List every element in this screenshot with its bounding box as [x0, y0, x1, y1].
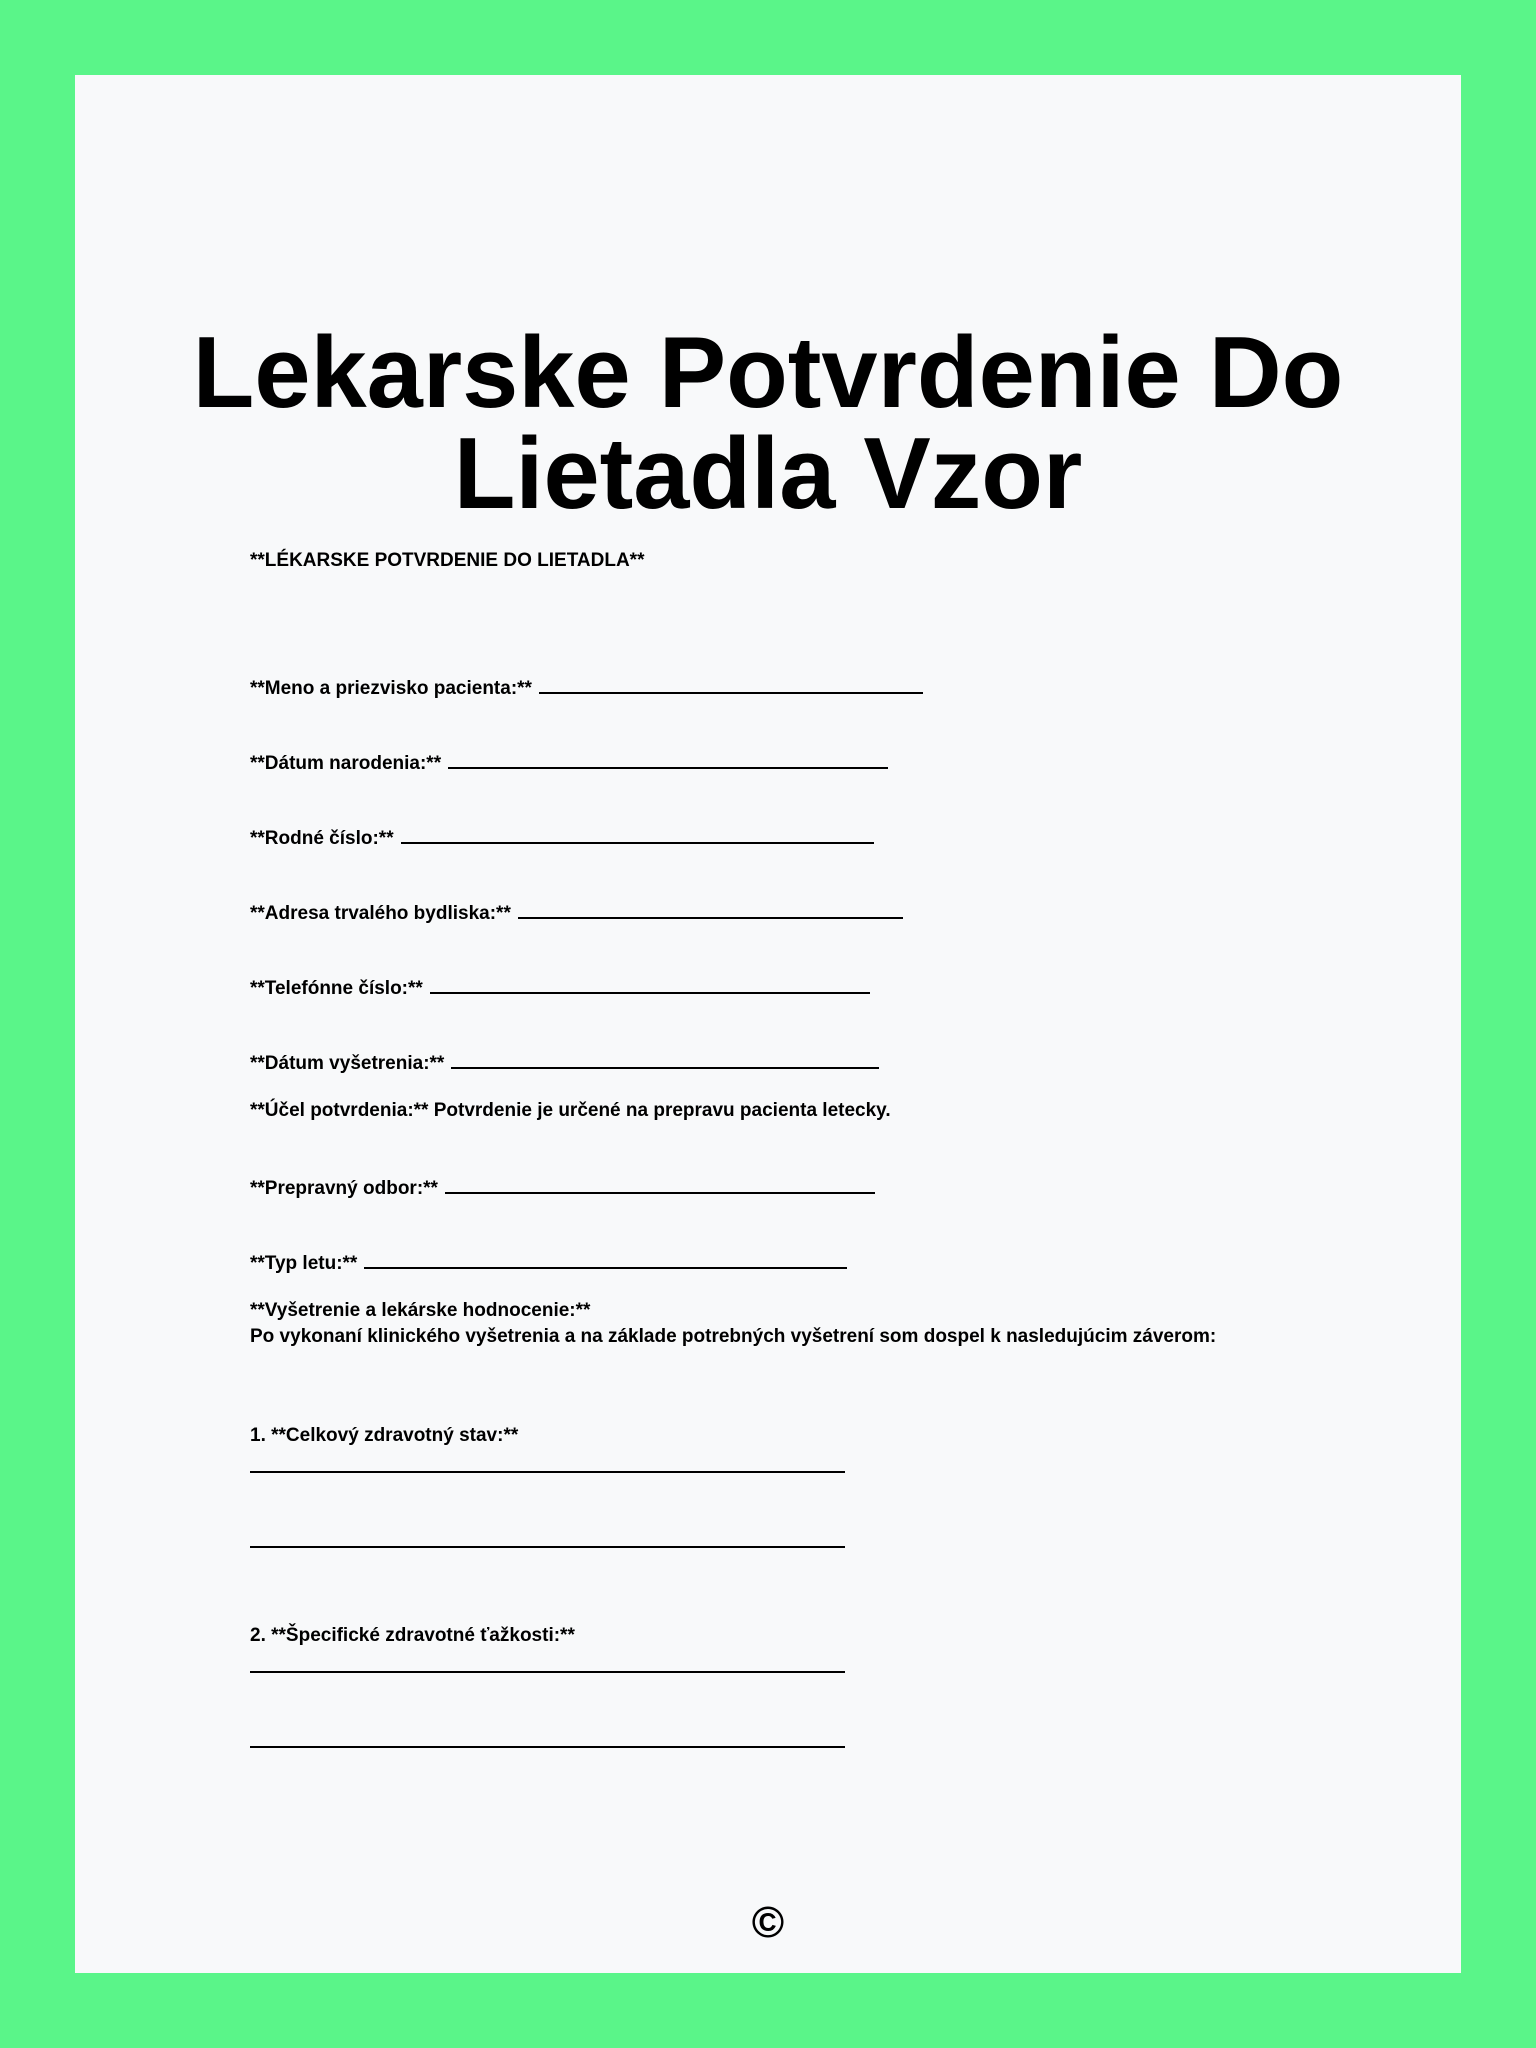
document-page	[75, 75, 1461, 1973]
field-exam-date	[250, 1050, 879, 1075]
section-overall-health-label: 1. **Celkový zdravotný stav:**	[250, 1425, 519, 1446]
phone-input[interactable]	[430, 975, 870, 994]
document-title	[75, 317, 1461, 530]
copyright-icon: ©	[751, 1898, 785, 1947]
field-transport-dept	[250, 1175, 875, 1200]
field-birth-number	[250, 825, 874, 850]
patient-name-input[interactable]	[539, 675, 923, 694]
overall-health-line-1[interactable]	[250, 1471, 845, 1473]
exam-text: Po vykonaní klinického vyšetrenia a na základe potrebných vyšetrení som dospel k nasledujúcim záverom:	[250, 1326, 1217, 1347]
exam-date-input[interactable]	[451, 1050, 879, 1069]
specific-issues-line-1[interactable]	[250, 1671, 845, 1673]
transport-dept-input[interactable]	[445, 1175, 875, 1194]
specific-issues-line-2[interactable]	[250, 1746, 845, 1748]
section-specific-issues-label: 2. **Špecifické zdravotné ťažkosti:**	[250, 1625, 575, 1646]
field-label: **Dátum vyšetrenia:**	[250, 1053, 445, 1074]
form-heading: **LÉKARSKE POTVRDENIE DO LIETADLA**	[250, 550, 645, 571]
field-label: **Typ letu:**	[250, 1253, 358, 1274]
field-patient-name	[250, 675, 923, 700]
exam-heading: **Vyšetrenie a lekárske hodnocenie:**	[250, 1300, 591, 1321]
field-label: **Rodné číslo:**	[250, 828, 394, 849]
field-flight-type	[250, 1250, 847, 1275]
birth-date-input[interactable]	[448, 750, 888, 769]
field-phone	[250, 975, 870, 1000]
field-label: **Adresa trvalého bydliska:**	[250, 903, 511, 924]
field-address	[250, 900, 903, 925]
field-birth-date	[250, 750, 888, 775]
birth-number-input[interactable]	[401, 825, 874, 844]
overall-health-line-2[interactable]	[250, 1546, 845, 1548]
field-label: **Dátum narodenia:**	[250, 753, 442, 774]
field-label: **Meno a priezvisko pacienta:**	[250, 678, 532, 699]
field-label: **Prepravný odbor:**	[250, 1178, 438, 1199]
title-line-2: Lietadla Vzor	[453, 418, 1083, 530]
address-input[interactable]	[518, 900, 903, 919]
purpose-text: **Účel potvrdenia:** Potvrdenie je určené na prepravu pacienta letecky.	[250, 1100, 891, 1121]
title-line-1: Lekarske Potvrdenie Do	[192, 317, 1344, 429]
field-label: **Telefónne číslo:**	[250, 978, 423, 999]
flight-type-input[interactable]	[364, 1250, 847, 1269]
